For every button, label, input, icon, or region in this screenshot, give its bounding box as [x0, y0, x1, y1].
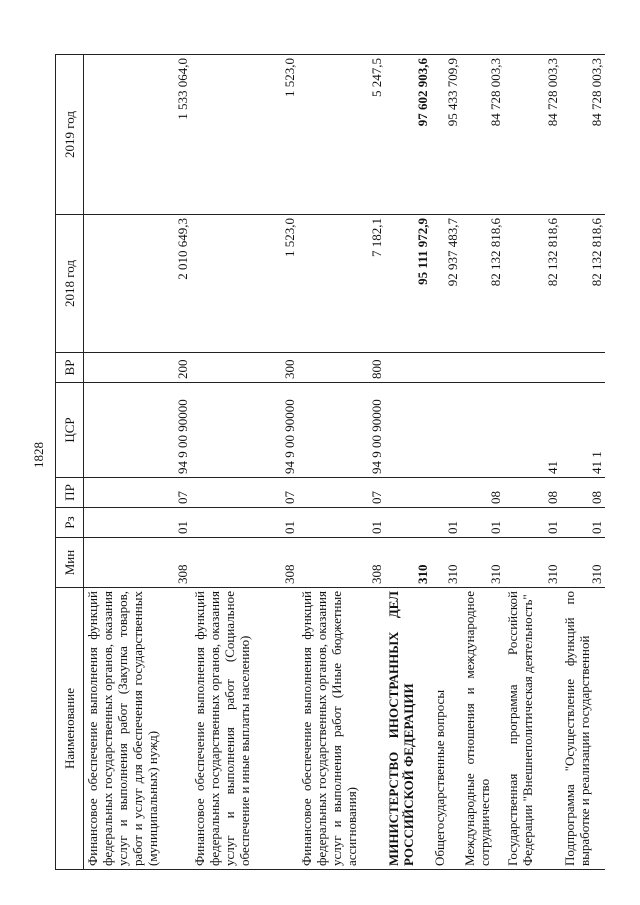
- cell-csr: 94 9 00 90000: [298, 383, 385, 478]
- cell-vr: [561, 353, 605, 383]
- cell-y2018: 1 523,0: [191, 215, 298, 353]
- cell-pr: 08: [461, 478, 505, 508]
- cell-y2019: 84 728 003,3: [561, 55, 605, 215]
- cell-y2018: 7 182,1: [298, 215, 385, 353]
- header-vr: ВР: [56, 353, 84, 383]
- cell-pr: 07: [84, 478, 191, 508]
- cell-y2019: 95 433 709,9: [431, 55, 461, 215]
- cell-name: Финансовое обеспечение выполнения функций федеральных государственных органов, оказания услуг и выполнения работ (Социальное обеспечение и иные выплаты населению): [191, 588, 298, 870]
- cell-rz: 01: [298, 508, 385, 538]
- cell-csr: [461, 383, 505, 478]
- table-row: [298, 55, 385, 870]
- cell-csr: 41 1: [561, 383, 605, 478]
- cell-csr: 41: [504, 383, 561, 478]
- table-row: [191, 55, 298, 870]
- cell-min: 310: [561, 538, 605, 588]
- cell-y2019: 84 728 003,3: [461, 55, 505, 215]
- cell-name: Финансовое обеспечение выполнения функций федеральных государственных органов, оказания услуг и выполнения работ (Иные бюджетные ассигнования): [298, 588, 385, 870]
- cell-csr: [385, 383, 431, 478]
- table-row: [504, 55, 561, 870]
- cell-name: Общегосударственные вопросы: [431, 588, 461, 870]
- header-csr: ЦСР: [56, 383, 84, 478]
- cell-pr: 07: [298, 478, 385, 508]
- table-row: [461, 55, 505, 870]
- budget-table-rotated: [55, 54, 605, 870]
- header-2019: 2019 год: [56, 55, 84, 215]
- cell-y2018: 2 010 649,3: [84, 215, 191, 353]
- cell-name: Подпрограмма "Осуществление функций по выработке и реализации государственной: [561, 588, 605, 870]
- table-row: [431, 55, 461, 870]
- table-row: [84, 55, 191, 870]
- cell-min: 310: [504, 538, 561, 588]
- cell-min: 310: [385, 538, 431, 588]
- header-name: Наименование: [56, 588, 84, 870]
- cell-vr: 800: [298, 353, 385, 383]
- cell-rz: 01: [191, 508, 298, 538]
- cell-vr: [461, 353, 505, 383]
- cell-y2019: 5 247,5: [298, 55, 385, 215]
- table-row: [561, 55, 605, 870]
- cell-pr: [431, 478, 461, 508]
- cell-rz: 01: [504, 508, 561, 538]
- header-2018: 2018 год: [56, 215, 84, 353]
- header-pr: ПР: [56, 478, 84, 508]
- page-number: 1828: [31, 442, 46, 468]
- cell-min: 308: [191, 538, 298, 588]
- cell-y2019: 84 728 003,3: [504, 55, 561, 215]
- cell-y2018: 82 132 818,6: [561, 215, 605, 353]
- cell-y2019: 97 602 903,6: [385, 55, 431, 215]
- cell-vr: [504, 353, 561, 383]
- cell-min: 308: [298, 538, 385, 588]
- cell-csr: [431, 383, 461, 478]
- cell-min: 310: [461, 538, 505, 588]
- cell-rz: 01: [461, 508, 505, 538]
- table-row: [385, 55, 431, 870]
- cell-vr: 300: [191, 353, 298, 383]
- cell-y2018: 95 111 972,9: [385, 215, 431, 353]
- cell-y2018: 92 937 483,7: [431, 215, 461, 353]
- cell-rz: 01: [84, 508, 191, 538]
- cell-vr: [431, 353, 461, 383]
- header-rz: Рз: [56, 508, 84, 538]
- cell-vr: 200: [84, 353, 191, 383]
- cell-pr: 08: [561, 478, 605, 508]
- cell-name: МИНИСТЕРСТВО ИНОСТРАННЫХ ДЕЛ РОССИЙСКОЙ ФЕДЕРАЦИИ: [385, 588, 431, 870]
- cell-pr: 07: [191, 478, 298, 508]
- cell-vr: [385, 353, 431, 383]
- cell-y2018: 82 132 818,6: [461, 215, 505, 353]
- cell-y2018: 82 132 818,6: [504, 215, 561, 353]
- cell-rz: 01: [561, 508, 605, 538]
- rotated-page: [55, 55, 605, 870]
- cell-csr: 94 9 00 90000: [191, 383, 298, 478]
- cell-pr: [385, 478, 431, 508]
- cell-name: Финансовое обеспечение выполнения функций федеральных государственных органов, оказания услуг и выполнения работ (Закупка товаров, работ и услуг для обеспечения государственных (муниципальных) нужд): [84, 588, 191, 870]
- cell-rz: 01: [431, 508, 461, 538]
- cell-rz: [385, 508, 431, 538]
- cell-min: 310: [431, 538, 461, 588]
- cell-name: Государственная программа Российской Федерации "Внешнеполитическая деятельность": [504, 588, 561, 870]
- cell-min: 308: [84, 538, 191, 588]
- header-min: Мин: [56, 538, 84, 588]
- cell-name: Международные отношения и международное сотрудничество: [461, 588, 505, 870]
- cell-y2019: 1 523,0: [191, 55, 298, 215]
- cell-y2019: 1 533 064,0: [84, 55, 191, 215]
- cell-csr: 94 9 00 90000: [84, 383, 191, 478]
- cell-pr: 08: [504, 478, 561, 508]
